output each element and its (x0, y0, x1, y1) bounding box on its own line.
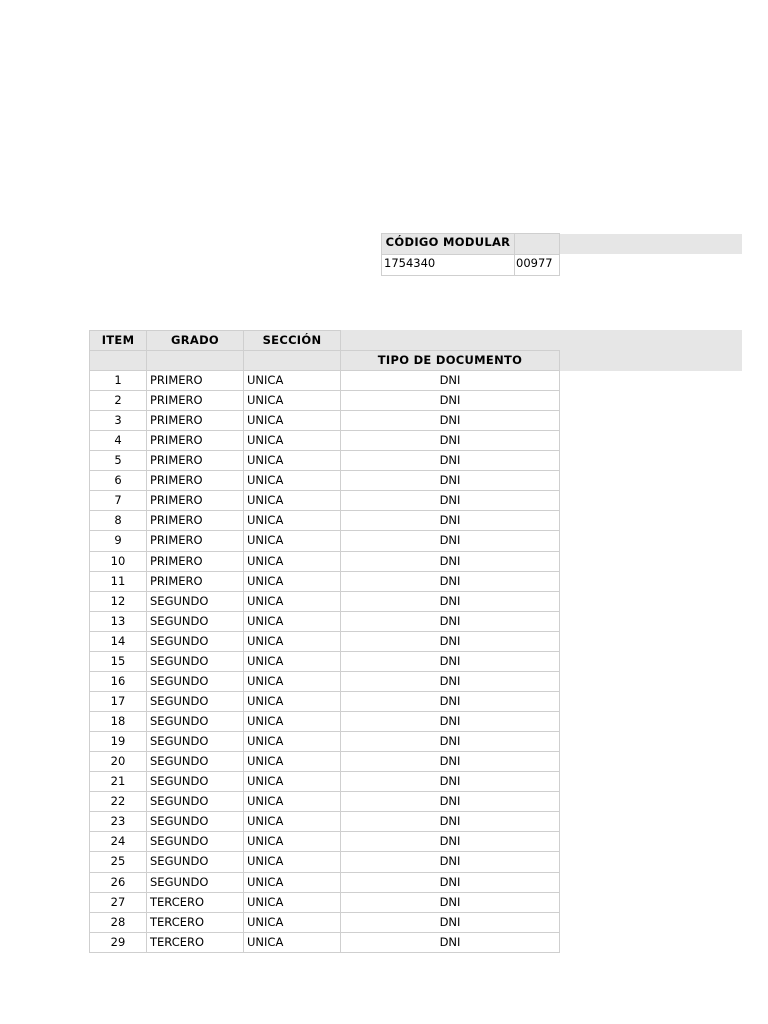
cell-grado: SEGUNDO (146, 591, 244, 612)
cell-seccion: UNICA (243, 751, 341, 772)
cell-item: 2 (89, 390, 147, 411)
cell-seccion: UNICA (243, 470, 341, 491)
cell-grado: TERCERO (146, 892, 244, 913)
cell-item: 29 (89, 932, 147, 953)
column-header-item: ITEM (89, 330, 147, 351)
cell-tipo-documento: DNI (340, 450, 560, 471)
cell-tipo-documento: DNI (340, 892, 560, 913)
cell-item: 24 (89, 831, 147, 852)
cell-seccion: UNICA (243, 591, 341, 612)
codigo-header-band (559, 234, 742, 254)
cell-item: 27 (89, 892, 147, 913)
cell-item: 23 (89, 811, 147, 832)
column-header-tipo-documento: TIPO DE DOCUMENTO (340, 350, 560, 371)
cell-tipo-documento: DNI (340, 751, 560, 772)
cell-seccion: UNICA (243, 671, 341, 692)
cell-tipo-documento: DNI (340, 510, 560, 531)
cell-item: 13 (89, 611, 147, 632)
cell-seccion: UNICA (243, 651, 341, 672)
cell-seccion: UNICA (243, 691, 341, 712)
cell-item: 17 (89, 691, 147, 712)
cell-item: 14 (89, 631, 147, 652)
cell-grado: PRIMERO (146, 390, 244, 411)
cell-grado: SEGUNDO (146, 671, 244, 692)
header-empty-cell (243, 350, 341, 371)
cell-grado: PRIMERO (146, 410, 244, 431)
cell-item: 11 (89, 571, 147, 592)
cell-item: 4 (89, 430, 147, 451)
cell-grado: PRIMERO (146, 510, 244, 531)
cell-grado: PRIMERO (146, 470, 244, 491)
cell-tipo-documento: DNI (340, 731, 560, 752)
cell-seccion: UNICA (243, 872, 341, 893)
codigo-modular-value: 1754340 (381, 254, 515, 276)
cell-tipo-documento: DNI (340, 771, 560, 792)
codigo-modular-header-extra (514, 233, 560, 255)
header-empty-cell (89, 350, 147, 371)
cell-tipo-documento: DNI (340, 691, 560, 712)
cell-seccion: UNICA (243, 410, 341, 431)
cell-tipo-documento: DNI (340, 591, 560, 612)
cell-grado: SEGUNDO (146, 811, 244, 832)
cell-grado: PRIMERO (146, 430, 244, 451)
cell-grado: SEGUNDO (146, 651, 244, 672)
cell-tipo-documento: DNI (340, 912, 560, 933)
cell-tipo-documento: DNI (340, 390, 560, 411)
cell-tipo-documento: DNI (340, 791, 560, 812)
cell-item: 8 (89, 510, 147, 531)
cell-seccion: UNICA (243, 510, 341, 531)
cell-item: 26 (89, 872, 147, 893)
cell-grado: SEGUNDO (146, 831, 244, 852)
cell-seccion: UNICA (243, 932, 341, 953)
cell-tipo-documento: DNI (340, 631, 560, 652)
cell-seccion: UNICA (243, 370, 341, 391)
cell-seccion: UNICA (243, 811, 341, 832)
cell-tipo-documento: DNI (340, 530, 560, 552)
cell-tipo-documento: DNI (340, 851, 560, 873)
cell-seccion: UNICA (243, 851, 341, 873)
cell-tipo-documento: DNI (340, 571, 560, 592)
codigo-anexo-value: 00977 (514, 254, 560, 276)
cell-grado: SEGUNDO (146, 611, 244, 632)
cell-grado: PRIMERO (146, 370, 244, 391)
cell-seccion: UNICA (243, 831, 341, 852)
cell-seccion: UNICA (243, 791, 341, 812)
cell-grado: SEGUNDO (146, 631, 244, 652)
cell-seccion: UNICA (243, 892, 341, 913)
cell-seccion: UNICA (243, 611, 341, 632)
cell-grado: SEGUNDO (146, 872, 244, 893)
cell-grado: SEGUNDO (146, 711, 244, 732)
cell-tipo-documento: DNI (340, 651, 560, 672)
cell-tipo-documento: DNI (340, 410, 560, 431)
cell-item: 19 (89, 731, 147, 752)
cell-tipo-documento: DNI (340, 611, 560, 632)
cell-seccion: UNICA (243, 912, 341, 933)
cell-tipo-documento: DNI (340, 872, 560, 893)
cell-grado: TERCERO (146, 912, 244, 933)
cell-grado: SEGUNDO (146, 851, 244, 873)
cell-tipo-documento: DNI (340, 370, 560, 391)
cell-tipo-documento: DNI (340, 551, 560, 572)
cell-grado: SEGUNDO (146, 791, 244, 812)
cell-tipo-documento: DNI (340, 430, 560, 451)
cell-item: 1 (89, 370, 147, 391)
cell-item: 28 (89, 912, 147, 933)
cell-grado: PRIMERO (146, 551, 244, 572)
cell-item: 20 (89, 751, 147, 772)
column-header-seccion: SECCIÓN (243, 330, 341, 351)
cell-tipo-documento: DNI (340, 811, 560, 832)
cell-tipo-documento: DNI (340, 671, 560, 692)
cell-seccion: UNICA (243, 430, 341, 451)
header-band-bottom (559, 350, 742, 371)
cell-item: 18 (89, 711, 147, 732)
cell-item: 6 (89, 470, 147, 491)
cell-tipo-documento: DNI (340, 711, 560, 732)
cell-grado: SEGUNDO (146, 771, 244, 792)
cell-seccion: UNICA (243, 571, 341, 592)
cell-item: 16 (89, 671, 147, 692)
cell-seccion: UNICA (243, 530, 341, 552)
cell-seccion: UNICA (243, 771, 341, 792)
column-header-grado: GRADO (146, 330, 244, 351)
cell-grado: TERCERO (146, 932, 244, 953)
cell-grado: PRIMERO (146, 530, 244, 552)
cell-item: 22 (89, 791, 147, 812)
cell-grado: PRIMERO (146, 450, 244, 471)
cell-item: 10 (89, 551, 147, 572)
cell-grado: SEGUNDO (146, 731, 244, 752)
cell-item: 9 (89, 530, 147, 552)
cell-item: 15 (89, 651, 147, 672)
cell-seccion: UNICA (243, 390, 341, 411)
cell-item: 21 (89, 771, 147, 792)
cell-item: 5 (89, 450, 147, 471)
header-band-top (340, 330, 742, 350)
cell-seccion: UNICA (243, 490, 341, 511)
cell-item: 7 (89, 490, 147, 511)
cell-tipo-documento: DNI (340, 831, 560, 852)
header-empty-cell (146, 350, 244, 371)
cell-seccion: UNICA (243, 711, 341, 732)
cell-seccion: UNICA (243, 731, 341, 752)
cell-item: 12 (89, 591, 147, 612)
cell-seccion: UNICA (243, 551, 341, 572)
cell-grado: PRIMERO (146, 490, 244, 511)
cell-tipo-documento: DNI (340, 490, 560, 511)
cell-item: 3 (89, 410, 147, 431)
cell-seccion: UNICA (243, 631, 341, 652)
cell-item: 25 (89, 851, 147, 873)
cell-grado: SEGUNDO (146, 751, 244, 772)
cell-tipo-documento: DNI (340, 932, 560, 953)
codigo-modular-header: CÓDIGO MODULAR (381, 233, 515, 255)
cell-tipo-documento: DNI (340, 470, 560, 491)
cell-seccion: UNICA (243, 450, 341, 471)
cell-grado: PRIMERO (146, 571, 244, 592)
cell-grado: SEGUNDO (146, 691, 244, 712)
